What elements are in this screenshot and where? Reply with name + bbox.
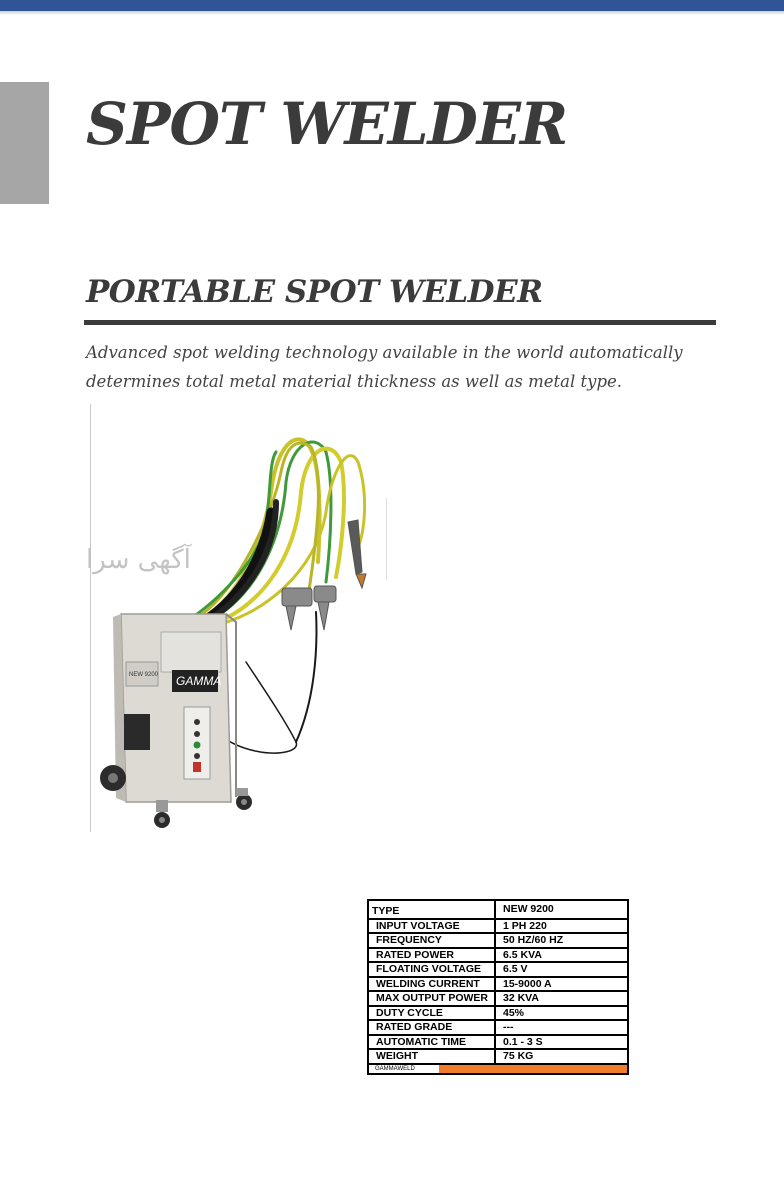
spec-label: FLOATING VOLTAGE — [368, 962, 495, 977]
table-row — [368, 933, 628, 948]
table-row — [368, 1035, 628, 1050]
spec-value: 45% — [495, 1006, 628, 1021]
spec-label: MAX OUTPUT POWER — [368, 991, 495, 1006]
table-footer-label: GAMMAWELD — [369, 1065, 439, 1073]
table-row — [368, 919, 628, 934]
watermark: آگهی سرا — [86, 545, 191, 575]
heading-divider — [84, 320, 716, 325]
top-bar-shadow — [0, 11, 784, 15]
spec-value: 1 PH 220 — [495, 919, 628, 934]
spec-value: --- — [495, 1020, 628, 1035]
spec-label: WEIGHT — [368, 1049, 495, 1064]
spec-value: 75 KG — [495, 1049, 628, 1064]
spec-label: DUTY CYCLE — [368, 1006, 495, 1021]
page-title: SPOT WELDER — [86, 90, 568, 158]
spec-label: INPUT VOLTAGE — [368, 919, 495, 934]
spot-welder-image — [86, 402, 396, 832]
spec-value: 15-9000 A — [495, 977, 628, 992]
spec-value: 32 KVA — [495, 991, 628, 1006]
table-row — [368, 1020, 628, 1035]
table-row — [368, 977, 628, 992]
table-row — [368, 1049, 628, 1064]
spec-value: 6.5 KVA — [495, 948, 628, 963]
description-line-1: Advanced spot welding technology available in the world automatically — [86, 343, 683, 362]
description-line-2: determines total metal material thickness as well as metal type. — [86, 372, 623, 391]
table-row — [368, 962, 628, 977]
spec-value: 6.5 V — [495, 962, 628, 977]
top-bar — [0, 0, 784, 11]
spec-value: 50 HZ/60 HZ — [495, 933, 628, 948]
table-footer-row — [368, 1064, 628, 1074]
table-footer — [368, 1064, 628, 1074]
product-description — [86, 338, 726, 396]
spec-label: RATED GRADE — [368, 1020, 495, 1035]
spec-label: FREQUENCY — [368, 933, 495, 948]
spec-label: TYPE — [368, 900, 495, 919]
spec-table — [367, 899, 629, 1075]
spec-label: AUTOMATIC TIME — [368, 1035, 495, 1050]
page-subtitle: PORTABLE SPOT WELDER — [86, 274, 543, 310]
table-row — [368, 991, 628, 1006]
brand-label: GAMMA — [176, 674, 222, 688]
table-row — [368, 1006, 628, 1021]
spec-value: 0.1 - 3 S — [495, 1035, 628, 1050]
table-row — [368, 948, 628, 963]
table-footer-accent — [439, 1065, 627, 1073]
table-row — [368, 900, 628, 919]
device-label: NEW 9200 — [129, 672, 159, 678]
side-tab — [0, 82, 49, 204]
spec-label: RATED POWER — [368, 948, 495, 963]
spec-label: WELDING CURRENT — [368, 977, 495, 992]
spec-value: NEW 9200 — [495, 900, 628, 919]
